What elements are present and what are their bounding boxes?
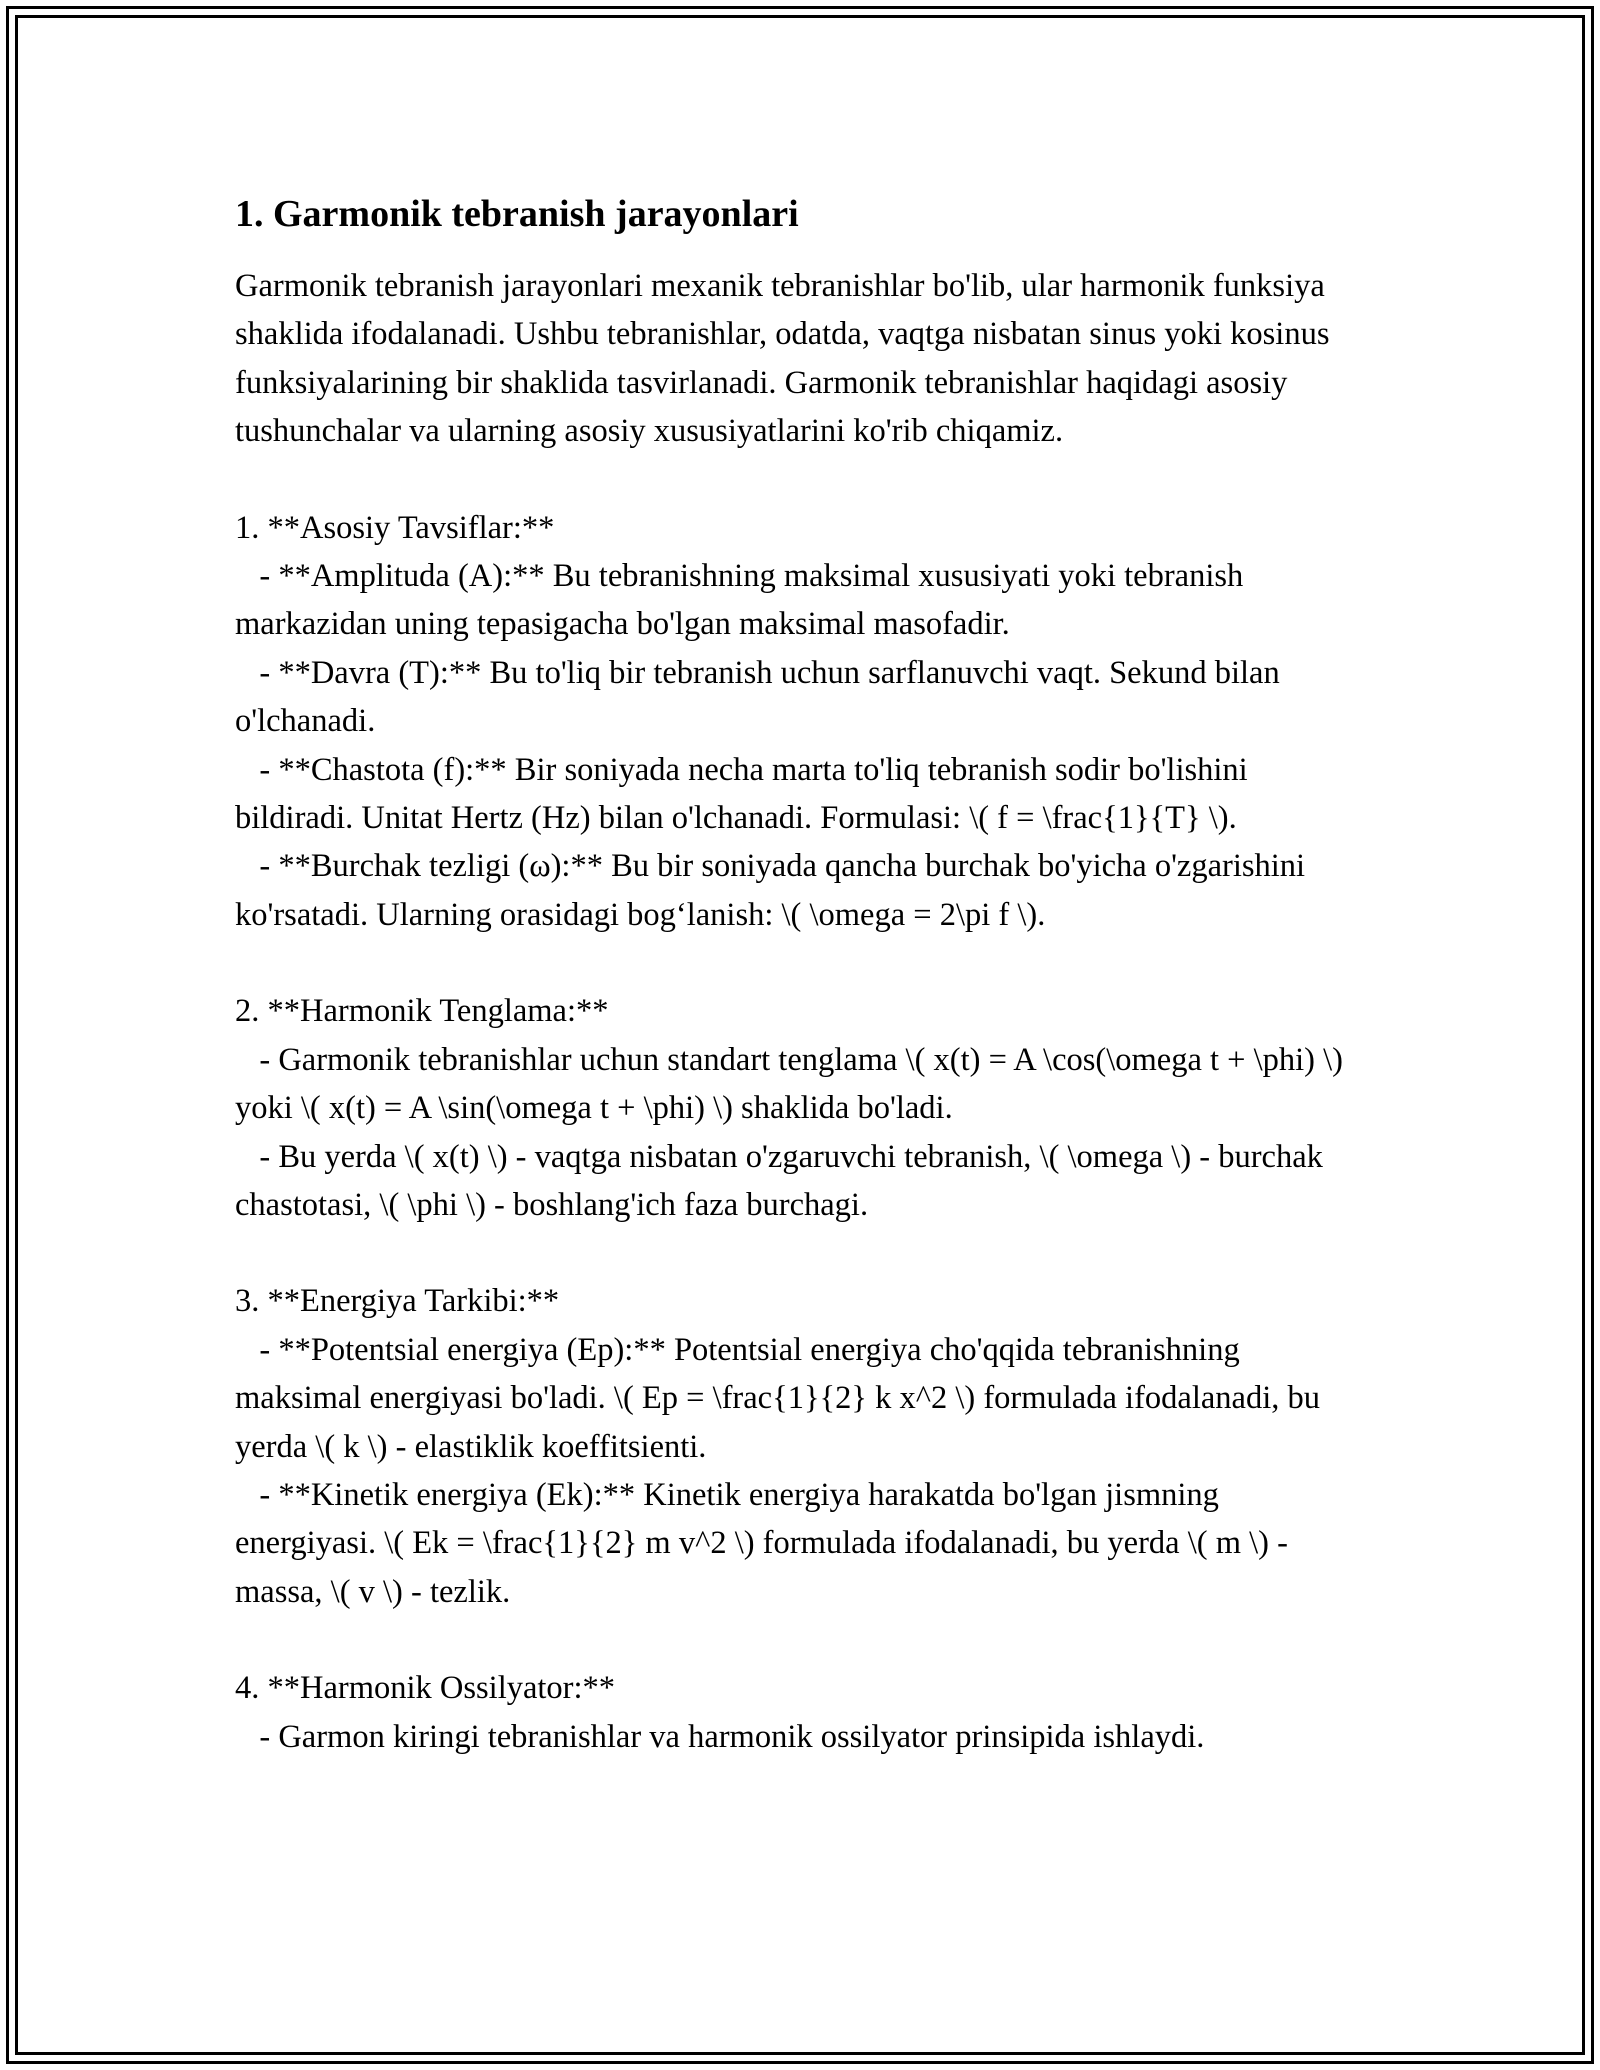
section-asosiy-tavsiflar <box>235 504 1365 940</box>
document-body <box>235 180 1365 1761</box>
list-item-standart-tenglama: - Garmonik tebranishlar uchun standart tenglama \( x(t) = A \cos(\omega t + \phi) \) yoki \( x(t) = A \sin(\omega t + \phi) \) shaklida bo'ladi. <box>235 1041 1352 1127</box>
document-title: 1. Garmonik tebranish jarayonlari <box>235 193 799 235</box>
list-item-kinetik-energiya: - **Kinetik energiya (Ek):** Kinetik energiya harakatda bo'lgan jismning energiyasi. \( Ek = \frac{1}{2} m v^2 \) formulada ifodalanadi, bu yerda \( m \) - massa, \( v \) - tezlik. <box>235 1476 1297 1610</box>
section-heading: 4. **Harmonik Ossilyator:** <box>235 1670 616 1707</box>
list-item-davra: - **Davra (T):** Bu to'liq bir tebranish uchun sarflanuvchi vaqt. Sekund bilan o'lchanadi. <box>235 654 1288 740</box>
list-item-chastota: - **Chastota (f):** Bir soniyada necha marta to'liq tebranish sodir bo'lishini bildiradi. Unitat Hertz (Hz) bilan o'lchanadi. Formulasi: \( f = \frac{1}{T} \). <box>235 751 1256 837</box>
section-heading: 3. **Energiya Tarkibi:** <box>235 1283 560 1320</box>
section-harmonik-tenglama <box>235 987 1365 1229</box>
intro-paragraph: Garmonik tebranish jarayonlari mexanik tebranishlar bo'lib, ular harmonik funksiya shaklida ifodalanadi. Ushbu tebranishlar, odatda, vaqtga nisbatan sinus yoki kosinus funksiyalarining bir shaklida tasvirlanadi. Garmonik tebranishlar haqidagi asosiy tushunchalar va ularning asosiy xususiyatlarini ko'rib chiqamiz. <box>235 268 1338 450</box>
section-energiya-tarkibi <box>235 1277 1365 1616</box>
section-harmonik-ossilyator <box>235 1664 1365 1761</box>
list-item-garmon: - Garmon kiringi tebranishlar va harmonik ossilyator prinsipida ishlaydi. <box>235 1718 1205 1755</box>
section-heading: 1. **Asosiy Tavsiflar:** <box>235 509 555 546</box>
section-heading: 2. **Harmonik Tenglama:** <box>235 993 609 1030</box>
list-item-potentsial-energiya: - **Potentsial energiya (Ep):** Potentsial energiya cho'qqida tebranishning maksimal energiyasi bo'ladi. \( Ep = \frac{1}{2} k x^2 \) formulada ifodalanadi, bu yerda \( k \) - elastiklik koeffitsienti. <box>235 1331 1329 1465</box>
list-item-bu-yerda: - Bu yerda \( x(t) \) - vaqtga nisbatan o'zgaruvchi tebranish, \( \omega \) - burchak chastotasi, \( \phi \) - boshlang'ich faza burchagi. <box>235 1138 1332 1223</box>
list-item-burchak-tezligi: - **Burchak tezligi (ω):** Bu bir soniyada qancha burchak bo'yicha o'zgarishini ko'rsatadi. Ularning orasidagi bog‘lanish: \( \omega = 2\pi f \). <box>235 848 1314 933</box>
list-item-amplituda: - **Amplituda (A):** Bu tebranishning maksimal xususiyati yoki tebranish markazidan uning tepasigacha bo'lgan maksimal masofadir. <box>235 558 1252 643</box>
